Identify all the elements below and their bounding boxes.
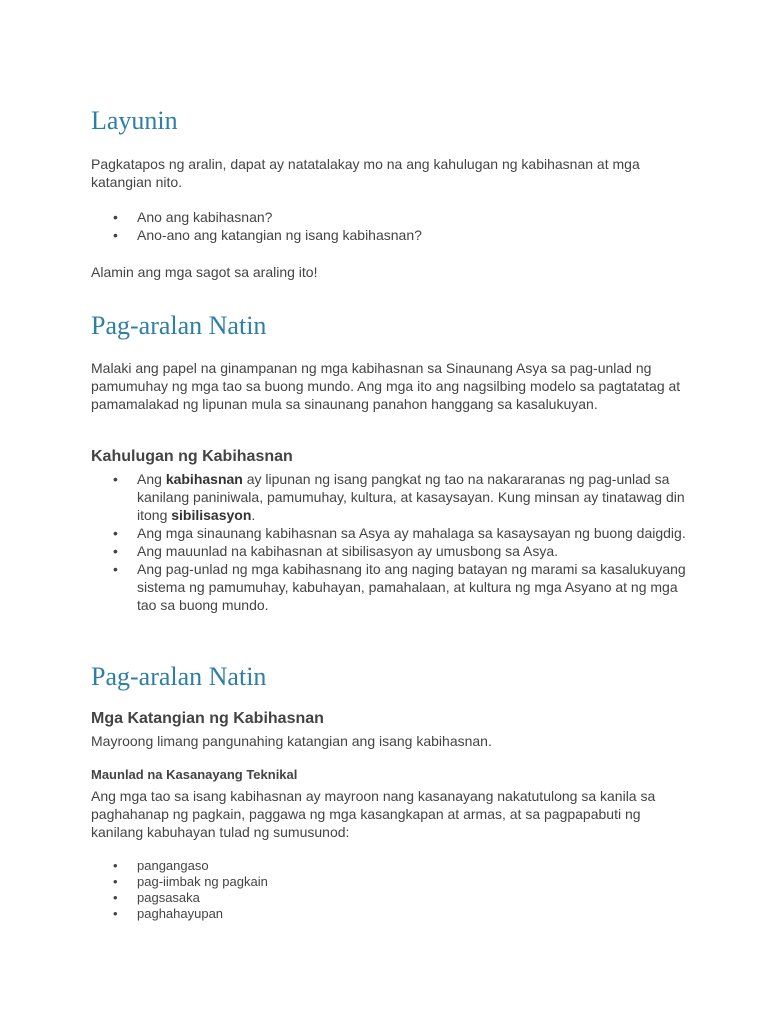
list-item: • paghahayupan — [91, 906, 691, 922]
list-item: • Ang pag-unlad ng mga kabihasnang ito ang naging batayan ng marami sa kasalukuyang sistema ng pamumuhay, kabuhayan, pamahalaan, at kultura ng mga Asyano at ng mga tao sa buong mundo. — [91, 560, 691, 614]
heading-layunin: Layunin — [91, 106, 178, 135]
list-item: • pag-iimbak ng pagkain — [91, 874, 691, 890]
list-item: • pagsasaka — [91, 890, 691, 906]
layunin-questions — [91, 208, 691, 244]
list-item: • Ano-ano ang katangian ng isang kabihasnan? — [91, 226, 691, 244]
heading-pag-aralan-natin-2: Pag-aralan Natin — [91, 662, 267, 691]
text-segment: . — [251, 507, 256, 523]
subheading-katangian: Mga Katangian ng Kabihasnan — [91, 710, 324, 727]
text-segment: ay lipunan ng isang pangkat ng tao na nakararanas ng pag-unlad sa kanilang paniniwala, pamumuhay, kultura, at kasaysayan. Kung minsan ay tinatawag din itong — [137, 471, 685, 523]
subheading-kahulugan: Kahulugan ng Kabihasnan — [91, 448, 293, 465]
pag-aralan-paragraph: Malaki ang papel na ginampanan ng mga kabihasnan sa Sinaunang Asya sa pag-unlad ng pamumuhay ng mga tao sa buong mundo. Ang mga ito ang nagsilbing modelo sa pagtatatag at pamamalakad ng lipunan mula sa sinaunang panahon hanggang sa kasalukuyan. — [91, 360, 681, 412]
list-item: • pangangaso — [91, 858, 691, 874]
teknikal-list — [91, 858, 691, 922]
katangian-intro: Mayroong limang pangunahing katangian ang isang kabihasnan. — [91, 733, 492, 749]
text-segment: Ang — [137, 471, 166, 487]
term-kabihasnan: kabihasnan — [165, 471, 243, 487]
heading-pag-aralan-natin-1: Pag-aralan Natin — [91, 311, 267, 340]
list-item: • Ang mauunlad na kabihasnan at sibilisasyon ay umusbong sa Asya. — [91, 542, 691, 560]
term-sibilisasyon: sibilisasyon — [171, 507, 252, 523]
layunin-closing: Alamin ang mga sagot sa araling ito! — [91, 264, 318, 280]
layunin-intro: Pagkatapos ng aralin, dapat ay natatalakay mo na ang kahulugan ng kabihasnan at mga katangian nito. — [91, 156, 640, 190]
list-item — [91, 470, 691, 524]
teknikal-paragraph: Ang mga tao sa isang kabihasnan ay mayroon nang kasanayang nakatutulong sa kanila sa paghahanap ng pagkain, paggawa ng mga kasangkapan at armas, at sa pagpapabuti ng kanilang kabuhayan tulad ng sumusunod: — [91, 788, 656, 840]
kahulugan-list — [91, 470, 691, 614]
subheading-teknikal: Maunlad na Kasanayang Teknikal — [91, 767, 298, 782]
list-item: • Ano ang kabihasnan? — [91, 208, 691, 226]
list-item: • Ang mga sinaunang kabihasnan sa Asya ay mahalaga sa kasaysayan ng buong daigdig. — [91, 524, 691, 542]
